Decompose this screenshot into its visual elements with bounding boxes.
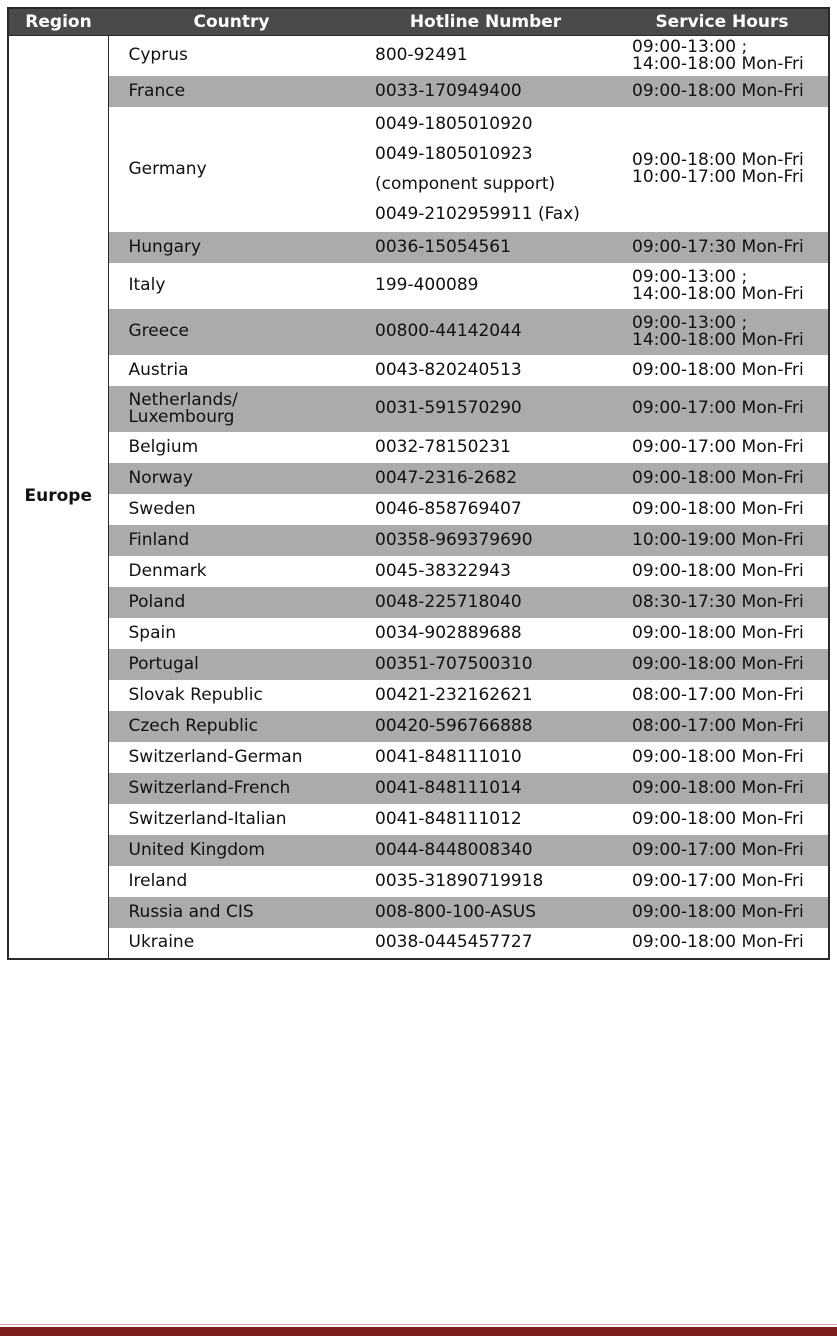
service-hours-cell: [616, 897, 829, 928]
service-hours-line: 09:00-17:00 Mon-Fri: [632, 839, 804, 860]
hotline-number-cell: [355, 742, 616, 773]
hotline-number-line: 0034-902889688: [375, 622, 522, 643]
country-line: Switzerland-Italian: [128, 808, 287, 829]
hotline-number-cell: [355, 866, 616, 897]
country-cell: [108, 742, 355, 773]
service-hours-line: 09:00-18:00 Mon-Fri: [632, 901, 804, 922]
service-hours-line: 08:30-17:30 Mon-Fri: [632, 591, 804, 612]
service-hours-cell: [616, 835, 829, 866]
country-line: France: [128, 80, 186, 101]
service-hours-cell: [616, 309, 829, 355]
service-hours-cell: [616, 928, 829, 959]
service-hours-line: 09:00-18:00 Mon-Fri: [632, 746, 804, 767]
service-hours-line: 10:00-17:00 Mon-Fri: [632, 167, 804, 187]
service-hours-cell: [616, 711, 829, 742]
country-line: Switzerland-German: [128, 746, 303, 767]
hotline-number-cell: [355, 232, 616, 263]
hotline-number-line: 0033-170949400: [375, 80, 522, 101]
hotline-number-cell: [355, 494, 616, 525]
table-row: [8, 76, 829, 107]
table-row: [8, 680, 829, 711]
hotline-number-line: 0041-848111012: [375, 808, 522, 829]
table-row: [8, 36, 829, 76]
hotline-number-line: 0049-1805010923: [375, 144, 533, 164]
hotline-number-cell: [355, 76, 616, 107]
country-line: Hungary: [128, 236, 202, 257]
hotline-number-cell: [355, 897, 616, 928]
country-cell: [108, 711, 355, 742]
table-body: [8, 36, 829, 959]
table-row: [8, 463, 829, 494]
service-hours-cell: [616, 680, 829, 711]
hotline-number-cell: [355, 107, 616, 232]
service-hours-cell: [616, 866, 829, 897]
service-hours-cell: [616, 432, 829, 463]
service-hours-line: 14:00-18:00 Mon-Fri: [632, 283, 804, 304]
table-row: [8, 649, 829, 680]
country-cell: [108, 928, 355, 959]
service-hours-cell: [616, 386, 829, 432]
service-hours-line: 08:00-17:00 Mon-Fri: [632, 684, 804, 705]
country-line: Greece: [128, 321, 190, 341]
table-row: [8, 432, 829, 463]
service-hours-cell: [616, 107, 829, 232]
table-row: [8, 263, 829, 309]
hotline-number-line: 0045-38322943: [375, 560, 511, 581]
service-hours-cell: [616, 76, 829, 107]
hotline-number-line: 00421-232162621: [375, 684, 533, 705]
table-row: [8, 107, 829, 232]
table-row: [8, 494, 829, 525]
footer-rule: [0, 1324, 837, 1336]
country-cell: [108, 773, 355, 804]
table-row: [8, 866, 829, 897]
table-row: [8, 773, 829, 804]
service-hours-line: 09:00-17:00 Mon-Fri: [632, 870, 804, 891]
country-cell: [108, 804, 355, 835]
hotline-number-line: 0048-225718040: [375, 591, 522, 612]
hotline-number-cell: [355, 649, 616, 680]
hotline-number-cell: [355, 773, 616, 804]
country-cell: [108, 587, 355, 618]
service-hours-line: 09:00-18:00 Mon-Fri: [632, 653, 804, 674]
country-line: Ireland: [128, 870, 188, 891]
table-row: [8, 587, 829, 618]
hotline-number-cell: [355, 309, 616, 355]
country-line: Norway: [128, 467, 193, 488]
hotline-number-line: 0044-8448008340: [375, 839, 533, 860]
service-hours-cell: [616, 355, 829, 386]
service-hours-cell: [616, 742, 829, 773]
hotline-number-cell: [355, 587, 616, 618]
service-hours-line: 14:00-18:00 Mon-Fri: [632, 53, 804, 74]
service-hours-line: 09:00-18:00 Mon-Fri: [632, 150, 804, 170]
country-line: United Kingdom: [128, 839, 265, 860]
service-hours-cell: [616, 556, 829, 587]
service-hours-line: 10:00-19:00 Mon-Fri: [632, 529, 804, 550]
country-line: Finland: [128, 529, 190, 550]
header-country: Country: [108, 8, 355, 36]
country-line: Austria: [128, 359, 189, 380]
hotline-number-cell: [355, 618, 616, 649]
service-hours-cell: [616, 525, 829, 556]
hotline-number-line: 800-92491: [375, 45, 468, 66]
country-line: Germany: [128, 158, 207, 179]
hotline-number-line: 00358-969379690: [375, 529, 533, 550]
table-row: [8, 556, 829, 587]
service-hours-cell: [616, 587, 829, 618]
region-cell: Europe: [8, 36, 108, 959]
hotline-number-cell: [355, 804, 616, 835]
service-hours-cell: [616, 649, 829, 680]
country-cell: [108, 309, 355, 355]
hotline-table: [7, 7, 830, 960]
hotline-number-line: 0036-15054561: [375, 236, 511, 257]
country-cell: [108, 386, 355, 432]
service-hours-line: 09:00-18:00 Mon-Fri: [632, 777, 804, 798]
country-cell: [108, 36, 355, 76]
country-cell: [108, 618, 355, 649]
service-hours-line: 09:00-13:00 ;: [632, 266, 748, 287]
service-hours-cell: [616, 263, 829, 309]
service-hours-line: 09:00-17:30 Mon-Fri: [632, 236, 804, 257]
hotline-number-line: 0049-2102959911 (Fax): [375, 204, 580, 224]
country-line: Slovak Republic: [128, 684, 263, 705]
country-cell: [108, 232, 355, 263]
service-hours-cell: [616, 618, 829, 649]
service-hours-line: 08:00-17:00 Mon-Fri: [632, 715, 804, 736]
hotline-number-line: 0038-0445457727: [375, 932, 533, 952]
country-line: Sweden: [128, 498, 196, 519]
service-hours-cell: [616, 36, 829, 76]
hotline-number-line: 0047-2316-2682: [375, 467, 518, 488]
country-line: Italy: [128, 275, 166, 295]
service-hours-line: 09:00-18:00 Mon-Fri: [632, 560, 804, 581]
table-row: [8, 355, 829, 386]
hotline-number-line: 00800-44142044: [375, 321, 522, 341]
service-hours-line: 14:00-18:00 Mon-Fri: [632, 329, 804, 350]
country-cell: [108, 107, 355, 232]
country-cell: [108, 680, 355, 711]
country-line: Cyprus: [128, 45, 188, 66]
service-hours-line: 09:00-13:00 ;: [632, 36, 748, 57]
service-hours-line: 09:00-17:00 Mon-Fri: [632, 398, 804, 418]
table-row: [8, 386, 829, 432]
service-hours-cell: [616, 463, 829, 494]
country-line: Luxembourg: [128, 406, 235, 427]
country-line: Poland: [128, 591, 186, 612]
country-cell: [108, 432, 355, 463]
table-row: [8, 835, 829, 866]
country-cell: [108, 463, 355, 494]
hotline-number-line: (component support): [375, 174, 556, 194]
country-line: Portugal: [128, 653, 199, 674]
hotline-number-line: 008-800-100-ASUS: [375, 901, 537, 922]
country-line: Czech Republic: [128, 715, 258, 736]
service-hours-line: 09:00-13:00 ;: [632, 312, 748, 333]
country-cell: [108, 649, 355, 680]
table-header: [8, 8, 829, 36]
hotline-number-line: 0041-848111010: [375, 746, 522, 767]
hotline-number-line: 0032-78150231: [375, 436, 511, 457]
country-cell: [108, 866, 355, 897]
country-cell: [108, 355, 355, 386]
hotline-number-cell: [355, 928, 616, 959]
country-cell: [108, 897, 355, 928]
country-line: Denmark: [128, 560, 207, 581]
hotline-number-line: 0035-31890719918: [375, 870, 544, 891]
service-hours-line: 09:00-18:00 Mon-Fri: [632, 932, 804, 952]
hotline-number-cell: [355, 525, 616, 556]
hotline-number-line: 0043-820240513: [375, 359, 522, 380]
country-line: Netherlands/: [128, 389, 238, 410]
service-hours-cell: [616, 232, 829, 263]
hotline-number-cell: [355, 386, 616, 432]
hotline-number-cell: [355, 463, 616, 494]
header-hotline-number: Hotline Number: [355, 8, 616, 36]
hotline-number-line: 0041-848111014: [375, 777, 522, 798]
service-hours-line: 09:00-18:00 Mon-Fri: [632, 359, 804, 380]
hotline-number-line: 0046-858769407: [375, 498, 522, 519]
hotline-number-cell: [355, 355, 616, 386]
hotline-number-line: 199-400089: [375, 275, 479, 295]
header-service-hours: Service Hours: [616, 8, 829, 36]
service-hours-line: 09:00-17:00 Mon-Fri: [632, 436, 804, 457]
hotline-number-cell: [355, 263, 616, 309]
country-cell: [108, 556, 355, 587]
table-row: [8, 897, 829, 928]
hotline-number-cell: [355, 556, 616, 587]
country-cell: [108, 525, 355, 556]
service-hours-line: 09:00-18:00 Mon-Fri: [632, 622, 804, 643]
table-row: [8, 232, 829, 263]
service-hours-line: 09:00-18:00 Mon-Fri: [632, 808, 804, 829]
service-hours-line: 09:00-18:00 Mon-Fri: [632, 498, 804, 519]
hotline-number-line: 00420-596766888: [375, 715, 533, 736]
service-hours-cell: [616, 804, 829, 835]
table-row: [8, 309, 829, 355]
support-hotline-sheet: [7, 7, 828, 960]
country-line: Switzerland-French: [128, 777, 291, 798]
country-line: Spain: [128, 622, 176, 643]
service-hours-cell: [616, 494, 829, 525]
country-cell: [108, 263, 355, 309]
table-row: [8, 742, 829, 773]
table-row: [8, 525, 829, 556]
hotline-number-cell: [355, 680, 616, 711]
hotline-number-line: 00351-707500310: [375, 653, 533, 674]
table-row: [8, 618, 829, 649]
hotline-number-cell: [355, 711, 616, 742]
country-line: Belgium: [128, 436, 199, 457]
service-hours-cell: [616, 773, 829, 804]
table-row: [8, 804, 829, 835]
hotline-number-line: 0031-591570290: [375, 398, 522, 418]
country-line: Russia and CIS: [128, 901, 254, 922]
header-region: Region: [8, 8, 108, 36]
hotline-number-line: 0049-1805010920: [375, 114, 533, 134]
hotline-number-cell: [355, 432, 616, 463]
table-row: [8, 711, 829, 742]
country-cell: [108, 835, 355, 866]
service-hours-line: 09:00-18:00 Mon-Fri: [632, 467, 804, 488]
service-hours-line: 09:00-18:00 Mon-Fri: [632, 80, 804, 101]
hotline-number-cell: [355, 835, 616, 866]
country-cell: [108, 494, 355, 525]
hotline-number-cell: [355, 36, 616, 76]
header-row: [8, 8, 829, 36]
country-cell: [108, 76, 355, 107]
table-row: [8, 928, 829, 959]
country-line: Ukraine: [128, 932, 195, 952]
